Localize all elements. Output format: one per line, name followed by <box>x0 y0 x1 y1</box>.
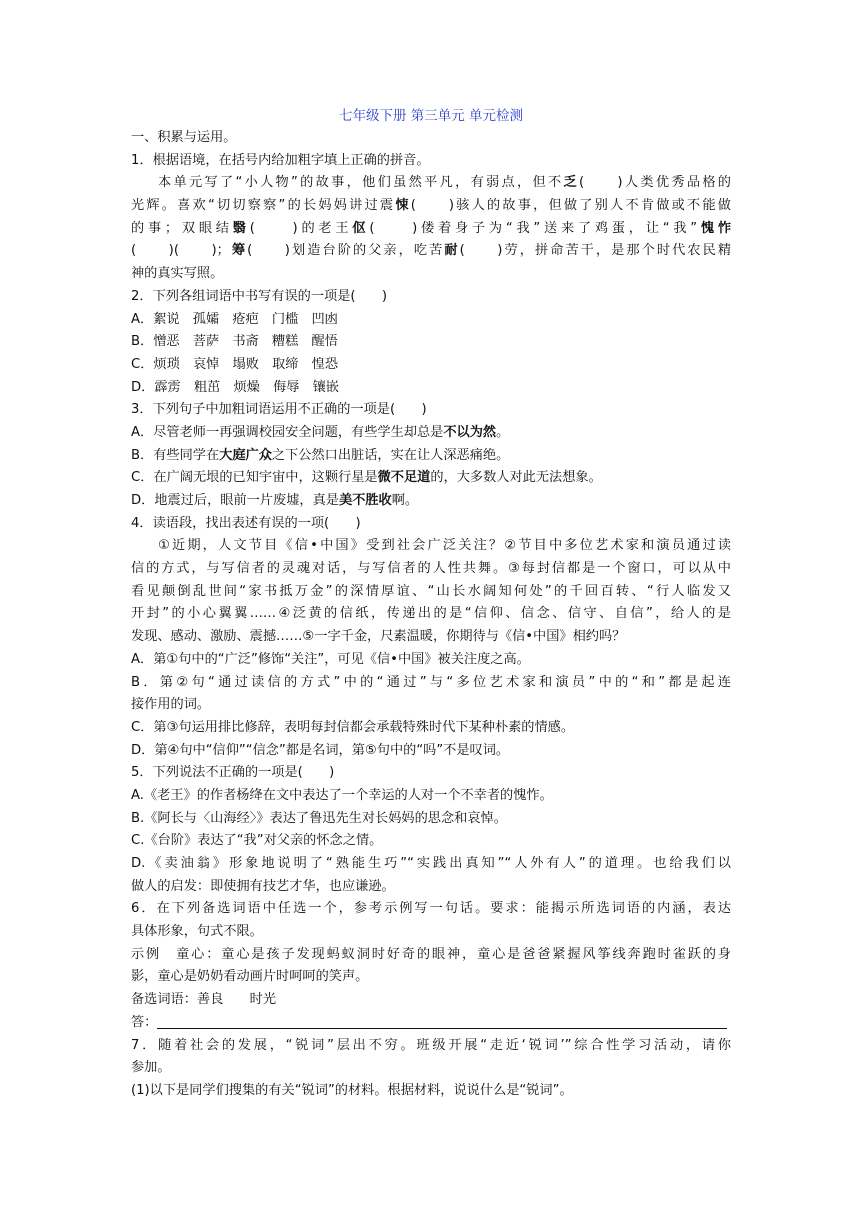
question-4-passage-line: 发现、感动、激励、震撼……⑤一字千金，尺素温暖，你期待与《信•中国》相约吗？ <box>131 629 626 645</box>
question-5-option-a: A.《老王》的作者杨绛在文中表达了一个幸运的人对一个不幸者的愧怍。 <box>131 787 553 803</box>
question-2-stem: 2．下列各组词语中书写有误的一项是( ) <box>131 288 388 304</box>
question-4-stem: 4．读语段，找出表述有误的一项( ) <box>131 515 361 531</box>
question-5-option-d: D.《卖油翁》形象地说明了“熟能生巧”“实践出真知”“人外有人”的道理。也给我们以 <box>131 856 731 871</box>
question-1-stem: 1．根据语境，在括号内给加粗字填上正确的拼音。 <box>131 152 430 168</box>
question-2-option-a: A．絮说 孤孀 疮疤 门槛 凹凼 <box>131 311 338 327</box>
question-1-line: 本单元写了“小人物”的故事，他们虽然平凡，有弱点，但不乏( )人类优秀品格的 <box>158 175 731 191</box>
question-6-example: 示例 童心：童心是孩子发现蚂蚁洞时好奇的眼神，童心是爸爸紧握风筝线奔跑时雀跃的身 <box>131 946 731 962</box>
question-4-option-a: A．第①句中的“广泛”修饰“关注”，可见《信•中国》被关注度之高。 <box>131 651 530 667</box>
question-4-option-d: D．第④句中“信仰”“信念”都是名词，第⑤句中的“吗”不是叹词。 <box>131 742 510 758</box>
question-4-passage-line: ①近期，人文节目《信•中国》受到社会广泛关注？②节目中多位艺术家和演员通过读 <box>158 538 731 554</box>
question-6-answer-line[interactable]: 答： <box>131 1012 731 1035</box>
question-7-sub-1: (1)以下是同学们搜集的有关“锐词”的材料。根据材料，说说什么是“锐词”。 <box>131 1082 573 1098</box>
question-2-option-d: D．霹雳 粗茁 烦燥 侮辱 镶嵌 <box>131 379 339 395</box>
question-3-option-b: B．有些同学在大庭广众之下公然口出脏话，实在让人深恶痛绝。 <box>131 447 510 463</box>
document-page <box>131 105 731 1103</box>
question-5-option-d-cont: 做人的启发：即使拥有技艺才华，也应谦逊。 <box>131 878 395 894</box>
question-5-option-c: C.《台阶》表达了“我”对父亲的怀念之情。 <box>131 833 383 849</box>
question-5-option-b: B.《阿长与〈山海经〉》表达了鲁迅先生对长妈妈的思念和哀悼。 <box>131 810 507 826</box>
question-3-stem: 3．下列句子中加粗词语运用不正确的一项是( ) <box>131 402 427 418</box>
question-2-option-c: C．烦琐 哀悼 塌败 取缔 惶恐 <box>131 356 339 372</box>
question-4-option-b-cont: 接作用的词。 <box>131 697 211 713</box>
question-6-example-cont: 影，童心是奶奶看动画片时呵呵的笑声。 <box>131 969 369 985</box>
question-5-stem: 5．下列说法不正确的一项是( ) <box>131 765 335 781</box>
question-3-option-c: C．在广阔无垠的已知宇宙中，这颗行星是微不足道的，大多数人对此无法想象。 <box>131 470 602 486</box>
section-heading: 一、积累与运用。 <box>131 130 237 145</box>
question-7-stem-cont: 参加。 <box>131 1060 171 1076</box>
question-4-passage-line: 看见颠倒乱世间“家书抵万金”的深情厚谊、“山长水阔知何处”的千回百转、“行人临发又 <box>131 583 731 599</box>
question-4-passage-line: 信的方式，与写信者的灵魂对话，与写信者的人性共舞。③每封信都是一个窗口，可以从中 <box>131 561 731 577</box>
question-1-line: 神的真实写照。 <box>131 266 224 282</box>
question-3-option-d: D．地震过后，眼前一片废墟，真是美不胜收啊。 <box>131 493 419 508</box>
question-3-option-a: A．尽管老师一再强调校园安全问题，有些学生却总是不以为然。 <box>131 424 510 440</box>
question-1-line: 光辉。喜欢“切切察察”的长妈妈讲过震悚( )骇人的故事，但做了别人不肯做或不能做 <box>131 198 731 214</box>
question-7-stem: 7．随着社会的发展，“锐词”层出不穷。班级开展“走近‘锐词’”综合性学习活动，请你 <box>131 1037 731 1053</box>
question-6-stem: 6．在下列备选词语中任选一个，参考示例写一句话。要求：能揭示所选词语的内涵，表达 <box>131 901 731 917</box>
question-1-line: 的事；双眼结翳( )的老王伛( )偻着身子为“我”送来了鸡蛋，让“我”愧怍 <box>131 220 732 236</box>
question-2-option-b: B．憎恶 菩萨 书斋 糟糕 醒悟 <box>131 334 338 350</box>
question-6-word-choices: 备选词语：善良 时光 <box>131 992 277 1008</box>
question-4-option-c: C．第③句运用排比修辞，表明每封信都会承载特殊时代下某种朴素的情感。 <box>131 719 575 735</box>
question-4-option-b: B．第②句“通过读信的方式”中的“通过”与“多位艺术家和演员”中的“和”都是起连 <box>131 674 731 690</box>
question-1-line: ( )( )；筹( )划造台阶的父亲，吃苦耐( )劳，拼命苦干，是那个时代农民精 <box>131 243 732 259</box>
question-4-passage-line: 开封”的小心翼翼……④泛黄的信纸，传递出的是“信仰、信念、信守、自信”，给人的是 <box>131 606 731 622</box>
page-title: 七年级下册 第三单元 单元检测 <box>338 108 524 124</box>
question-6-stem-cont: 具体形象，句式不限。 <box>131 924 263 940</box>
